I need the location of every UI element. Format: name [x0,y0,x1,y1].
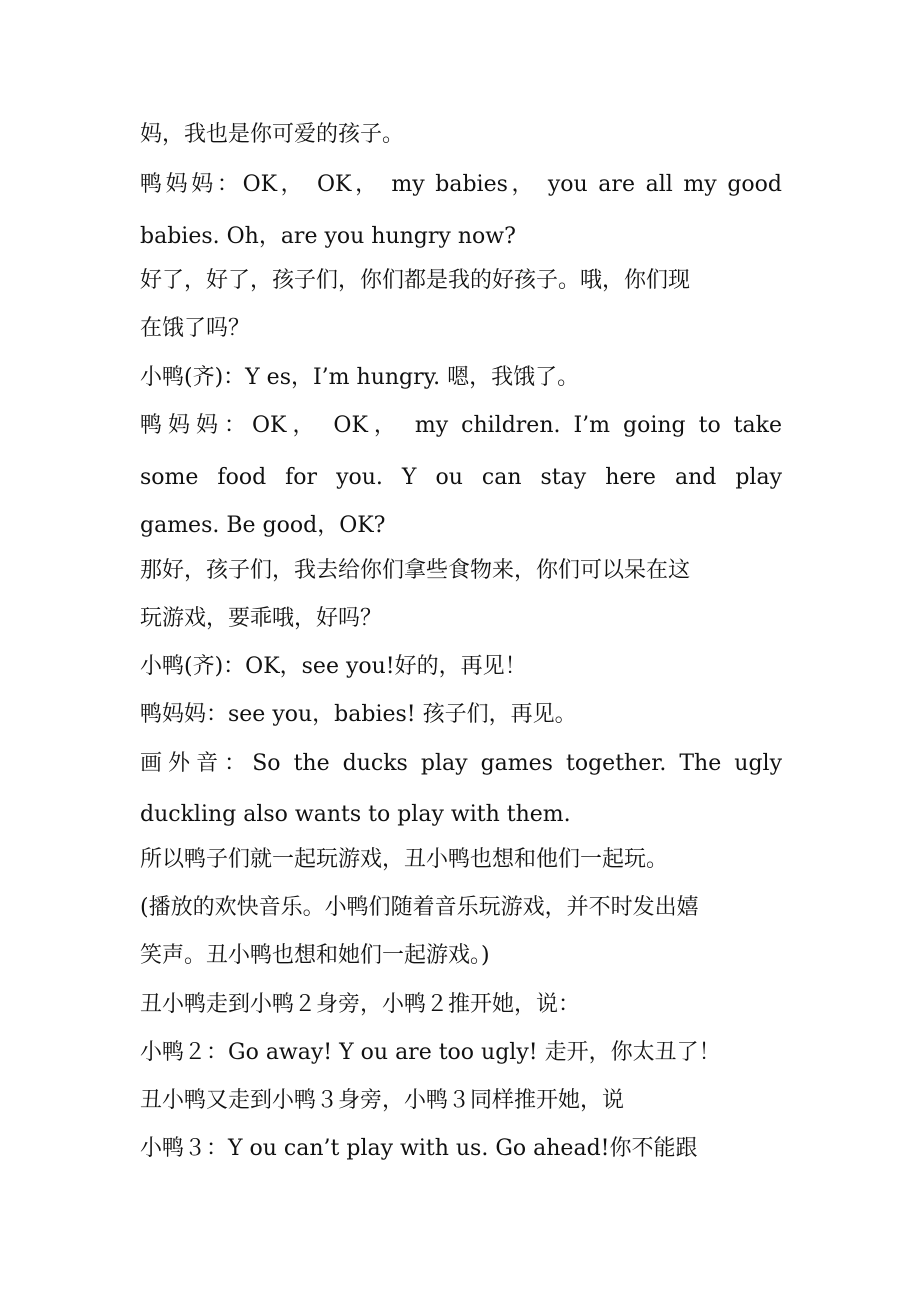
text-line: 小鸭(齐)：Y es，I’m hungry. 嗯，我饿了。 [140,365,580,390]
text-line: 在饿了吗？ [140,316,251,341]
text-line: games. Be good，OK? [140,513,386,538]
text-line: 小鸭３：Y ou can’t play with us. Go ahead!你不能跟 [140,1136,698,1161]
text-line: 画外音：So the ducks play games together. The ugly [140,751,782,776]
text-line: babies. Oh，are you hungry now? [140,224,516,249]
text-line: 鸭妈妈：OK， OK， my children. I’m going to take [140,413,782,438]
text-line: 鸭妈妈：see you，babies! 孩子们，再见。 [140,702,577,727]
text-line: 那好，孩子们，我去给你们拿些食物来，你们可以呆在这 [140,558,691,583]
text-line: 鸭妈妈：OK， OK， my babies， you are all my good [140,172,782,197]
text-line: 笑声。丑小鸭也想和她们一起游戏。) [140,943,490,968]
text-line: 妈，我也是你可爱的孩子。 [140,122,405,147]
text-line: 丑小鸭走到小鸭２身旁，小鸭２推开她，说： [140,992,581,1017]
text-line: 好了，好了，孩子们，你们都是我的好孩子。哦，你们现 [140,268,691,293]
text-line: 小鸭(齐)：OK，see you!好的，再见！ [140,654,527,679]
text-line: 小鸭２：Go away! Y ou are too ugly! 走开，你太丑了！ [140,1040,721,1065]
text-line: (播放的欢快音乐。小鸭们随着音乐玩游戏，并不时发出嬉 [140,895,699,920]
text-line: 所以鸭子们就一起玩游戏，丑小鸭也想和他们一起玩。 [140,847,669,872]
text-line: 丑小鸭又走到小鸭３身旁，小鸭３同样推开她，说 [140,1088,625,1113]
text-line: duckling also wants to play with them. [140,802,571,827]
text-line: 玩游戏，要乖哦，好吗？ [140,606,383,631]
text-line: some food for you. Y ou can stay here and play [140,465,782,490]
